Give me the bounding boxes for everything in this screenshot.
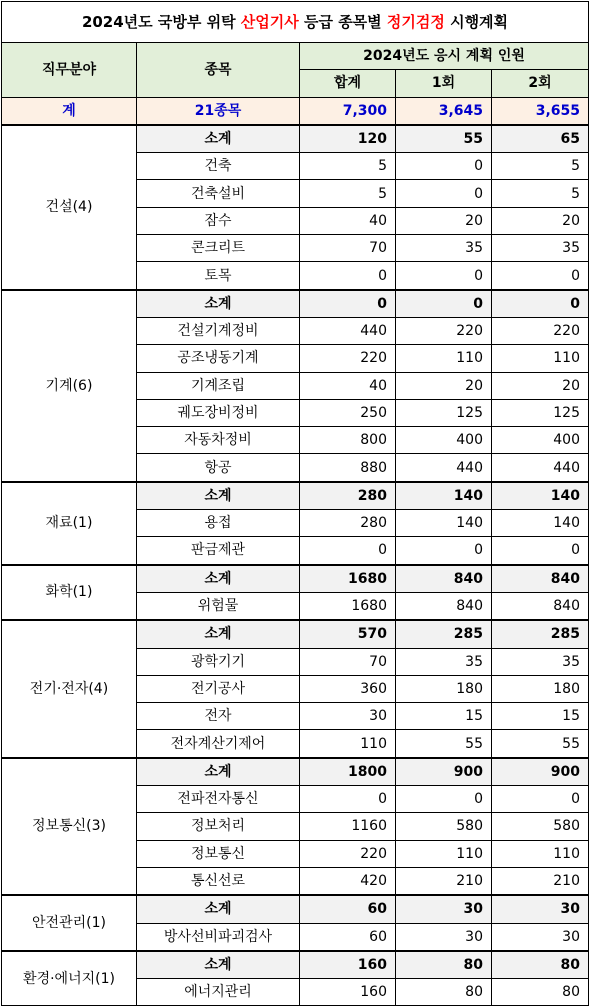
title-highlight-grade: 산업기사 xyxy=(240,13,299,31)
subtotal-row xyxy=(2,482,589,510)
round1-cell: 440 xyxy=(396,454,492,482)
item-cell: 콘크리트 xyxy=(137,235,300,262)
total-cell: 30 xyxy=(300,703,396,730)
total-cell: 280 xyxy=(300,510,396,537)
round1-cell: 140 xyxy=(396,482,492,510)
total-cell: 0 xyxy=(300,262,396,290)
field-cell: 재료(1) xyxy=(2,482,137,565)
round1-cell: 0 xyxy=(396,153,492,180)
total-cell: 5 xyxy=(300,153,396,180)
subtotal-row xyxy=(2,290,589,318)
round2-cell: 5 xyxy=(492,153,589,180)
subtotal-row xyxy=(2,758,589,786)
round1-cell: 840 xyxy=(396,565,492,593)
item-cell: 건축설비 xyxy=(137,180,300,207)
round2-cell: 900 xyxy=(492,758,589,786)
total-cell: 70 xyxy=(300,235,396,262)
total-cell: 160 xyxy=(300,979,396,1006)
item-cell: 항공 xyxy=(137,454,300,482)
round1-cell: 0 xyxy=(396,537,492,565)
item-cell: 전파전자통신 xyxy=(137,786,300,813)
round2-cell: 110 xyxy=(492,345,589,372)
item-cell: 소계 xyxy=(137,951,300,979)
title-highlight-exam: 정기검정 xyxy=(386,13,445,31)
header-row-1 xyxy=(2,43,589,70)
round2-cell: 35 xyxy=(492,235,589,262)
grand-total-sum: 7,300 xyxy=(300,97,396,125)
round1-cell: 35 xyxy=(396,235,492,262)
total-cell: 420 xyxy=(300,867,396,895)
round1-cell: 900 xyxy=(396,758,492,786)
total-cell: 0 xyxy=(300,290,396,318)
item-cell: 전자 xyxy=(137,703,300,730)
item-cell: 정보통신 xyxy=(137,840,300,867)
round1-cell: 125 xyxy=(396,399,492,426)
round2-cell: 20 xyxy=(492,372,589,399)
item-cell: 전기공사 xyxy=(137,675,300,702)
exam-plan-table xyxy=(1,1,589,1006)
item-cell: 자동차정비 xyxy=(137,427,300,454)
total-cell: 110 xyxy=(300,730,396,758)
item-cell: 방사선비파괴검사 xyxy=(137,923,300,951)
round2-cell: 55 xyxy=(492,730,589,758)
round1-cell: 0 xyxy=(396,290,492,318)
field-cell: 전기·전자(4) xyxy=(2,620,137,757)
round1-cell: 15 xyxy=(396,703,492,730)
title-row xyxy=(2,2,589,43)
field-cell: 정보통신(3) xyxy=(2,758,137,895)
header-round1: 1회 xyxy=(396,70,492,97)
round2-cell: 30 xyxy=(492,895,589,923)
round1-cell: 35 xyxy=(396,648,492,675)
grand-total-round2: 3,655 xyxy=(492,97,589,125)
header-item: 종목 xyxy=(137,43,300,98)
round1-cell: 30 xyxy=(396,923,492,951)
total-cell: 60 xyxy=(300,895,396,923)
round1-cell: 210 xyxy=(396,867,492,895)
item-cell: 소계 xyxy=(137,895,300,923)
total-cell: 40 xyxy=(300,207,396,234)
total-cell: 220 xyxy=(300,840,396,867)
total-cell: 1800 xyxy=(300,758,396,786)
round2-cell: 400 xyxy=(492,427,589,454)
item-cell: 소계 xyxy=(137,482,300,510)
round1-cell: 140 xyxy=(396,510,492,537)
round2-cell: 210 xyxy=(492,867,589,895)
round1-cell: 110 xyxy=(396,840,492,867)
round1-cell: 110 xyxy=(396,345,492,372)
total-cell: 40 xyxy=(300,372,396,399)
item-cell: 공조냉동기계 xyxy=(137,345,300,372)
round2-cell: 180 xyxy=(492,675,589,702)
round2-cell: 220 xyxy=(492,317,589,344)
grand-total-item: 21종목 xyxy=(137,97,300,125)
item-cell: 통신선로 xyxy=(137,867,300,895)
item-cell: 소계 xyxy=(137,758,300,786)
round1-cell: 0 xyxy=(396,786,492,813)
round2-cell: 35 xyxy=(492,648,589,675)
total-cell: 880 xyxy=(300,454,396,482)
round1-cell: 20 xyxy=(396,372,492,399)
total-cell: 160 xyxy=(300,951,396,979)
item-cell: 위험물 xyxy=(137,592,300,620)
round2-cell: 580 xyxy=(492,813,589,840)
round1-cell: 55 xyxy=(396,730,492,758)
total-cell: 1160 xyxy=(300,813,396,840)
subtotal-row xyxy=(2,951,589,979)
item-cell: 광학기기 xyxy=(137,648,300,675)
round2-cell: 285 xyxy=(492,620,589,648)
round1-cell: 30 xyxy=(396,895,492,923)
round2-cell: 440 xyxy=(492,454,589,482)
round2-cell: 140 xyxy=(492,510,589,537)
total-cell: 1680 xyxy=(300,592,396,620)
round2-cell: 0 xyxy=(492,290,589,318)
round2-cell: 15 xyxy=(492,703,589,730)
total-cell: 360 xyxy=(300,675,396,702)
round1-cell: 840 xyxy=(396,592,492,620)
field-cell: 안전관리(1) xyxy=(2,895,137,951)
total-cell: 60 xyxy=(300,923,396,951)
round2-cell: 840 xyxy=(492,592,589,620)
total-cell: 70 xyxy=(300,648,396,675)
total-cell: 570 xyxy=(300,620,396,648)
subtotal-row xyxy=(2,620,589,648)
header-round2: 2회 xyxy=(492,70,589,97)
round2-cell: 80 xyxy=(492,951,589,979)
round1-cell: 580 xyxy=(396,813,492,840)
total-cell: 280 xyxy=(300,482,396,510)
item-cell: 전자계산기제어 xyxy=(137,730,300,758)
item-cell: 건축 xyxy=(137,153,300,180)
total-cell: 220 xyxy=(300,345,396,372)
item-cell: 판금제관 xyxy=(137,537,300,565)
item-cell: 기계조립 xyxy=(137,372,300,399)
round2-cell: 0 xyxy=(492,262,589,290)
total-cell: 250 xyxy=(300,399,396,426)
round1-cell: 0 xyxy=(396,262,492,290)
round1-cell: 220 xyxy=(396,317,492,344)
round1-cell: 80 xyxy=(396,951,492,979)
round2-cell: 20 xyxy=(492,207,589,234)
field-cell: 기계(6) xyxy=(2,290,137,482)
item-cell: 소계 xyxy=(137,290,300,318)
title-part1: 2024년도 국방부 위탁 xyxy=(81,13,241,31)
round2-cell: 840 xyxy=(492,565,589,593)
item-cell: 소계 xyxy=(137,565,300,593)
header-plan: 2024년도 응시 계획 인원 xyxy=(300,43,589,70)
round1-cell: 55 xyxy=(396,125,492,153)
round1-cell: 400 xyxy=(396,427,492,454)
round2-cell: 65 xyxy=(492,125,589,153)
title-part2: 등급 종목별 xyxy=(298,13,387,31)
round2-cell: 140 xyxy=(492,482,589,510)
round2-cell: 80 xyxy=(492,979,589,1006)
field-cell: 건설(4) xyxy=(2,125,137,290)
item-cell: 소계 xyxy=(137,620,300,648)
grand-total-round1: 3,645 xyxy=(396,97,492,125)
total-cell: 120 xyxy=(300,125,396,153)
item-cell: 에너지관리 xyxy=(137,979,300,1006)
grand-total-label: 계 xyxy=(2,97,137,125)
field-cell: 화학(1) xyxy=(2,565,137,621)
field-cell: 환경·에너지(1) xyxy=(2,951,137,1006)
total-cell: 5 xyxy=(300,180,396,207)
item-cell: 토목 xyxy=(137,262,300,290)
round2-cell: 5 xyxy=(492,180,589,207)
item-cell: 잠수 xyxy=(137,207,300,234)
total-cell: 0 xyxy=(300,537,396,565)
title-part3: 시행계획 xyxy=(444,13,509,31)
item-cell: 궤도장비정비 xyxy=(137,399,300,426)
header-field: 직무분야 xyxy=(2,43,137,98)
subtotal-row xyxy=(2,125,589,153)
total-cell: 440 xyxy=(300,317,396,344)
item-cell: 소계 xyxy=(137,125,300,153)
item-cell: 건설기계정비 xyxy=(137,317,300,344)
total-cell: 1680 xyxy=(300,565,396,593)
table-title xyxy=(2,2,589,43)
round1-cell: 80 xyxy=(396,979,492,1006)
total-cell: 800 xyxy=(300,427,396,454)
subtotal-row xyxy=(2,895,589,923)
round2-cell: 0 xyxy=(492,537,589,565)
item-cell: 용접 xyxy=(137,510,300,537)
header-total: 합계 xyxy=(300,70,396,97)
round1-cell: 285 xyxy=(396,620,492,648)
round2-cell: 125 xyxy=(492,399,589,426)
round1-cell: 180 xyxy=(396,675,492,702)
round2-cell: 110 xyxy=(492,840,589,867)
round2-cell: 30 xyxy=(492,923,589,951)
round1-cell: 0 xyxy=(396,180,492,207)
round1-cell: 20 xyxy=(396,207,492,234)
subtotal-row xyxy=(2,565,589,593)
grand-total-row xyxy=(2,97,589,125)
round2-cell: 0 xyxy=(492,786,589,813)
total-cell: 0 xyxy=(300,786,396,813)
item-cell: 정보처리 xyxy=(137,813,300,840)
